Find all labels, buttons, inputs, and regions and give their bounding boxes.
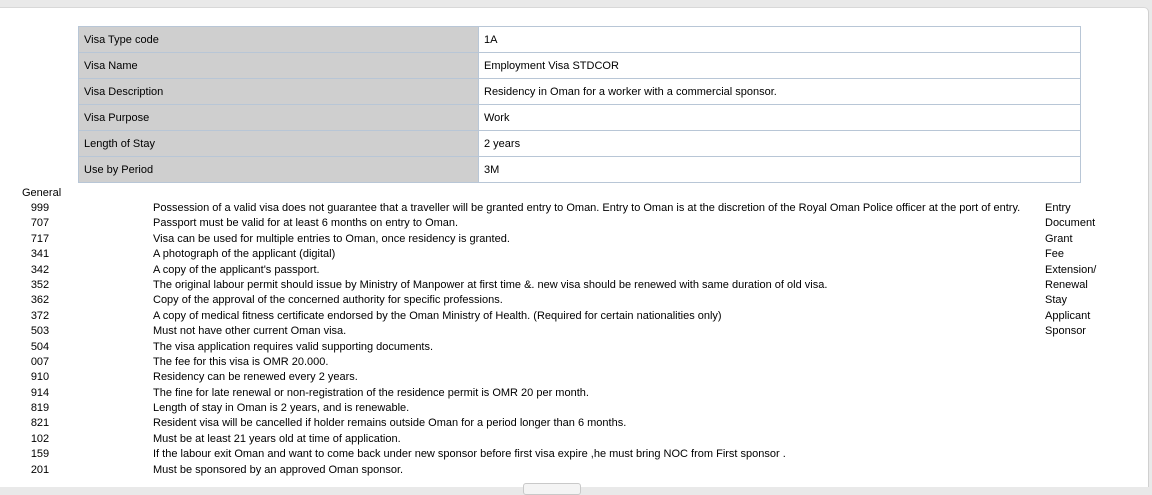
- rule-row: [0, 386, 1148, 401]
- rule-row: [0, 232, 1148, 247]
- rule-text: Resident visa will be cancelled if holder remains outside Oman for a period longer than 6 months.: [153, 417, 627, 430]
- rule-row: [0, 432, 1148, 447]
- rule-text: Passport must be valid for at least 6 months on entry to Oman.: [153, 217, 459, 230]
- rule-code: 914: [30, 386, 50, 399]
- rule-row: [0, 463, 1148, 478]
- visa-info-value: 2 years: [479, 131, 1081, 157]
- rule-code: 007: [30, 355, 50, 368]
- rule-row: [0, 340, 1148, 355]
- rules-list: [0, 201, 1148, 478]
- rule-text: The visa application requires valid supporting documents.: [153, 340, 434, 353]
- visa-info-label: Visa Purpose: [79, 105, 479, 131]
- rule-code: 503: [30, 325, 50, 338]
- visa-info-row: [79, 131, 1081, 157]
- rule-code: 821: [30, 417, 50, 430]
- general-section-label: General: [22, 187, 62, 199]
- rule-row: [0, 401, 1148, 416]
- rule-row: [0, 355, 1148, 370]
- visa-info-value: Residency in Oman for a worker with a commercial sponsor.: [479, 79, 1081, 105]
- rule-text: Possession of a valid visa does not guarantee that a traveller will be granted entry to Oman. Entry to Oman is at the discretion of the Royal Oman Police officer at the port of entry.: [153, 202, 1021, 214]
- rule-category: Sponsor: [1045, 325, 1086, 338]
- rule-row: [0, 247, 1148, 262]
- rule-text: Residency can be renewed every 2 years.: [153, 371, 358, 384]
- rule-row: [0, 278, 1148, 293]
- rule-row: [0, 416, 1148, 431]
- rule-row: [0, 309, 1148, 324]
- visa-info-value: 1A: [479, 27, 1081, 53]
- rule-text: A photograph of the applicant (digital): [153, 248, 336, 261]
- bottom-button[interactable]: [523, 483, 581, 495]
- rule-text: If the labour exit Oman and want to come back under new sponsor before first visa expire ,he must bring NOC from First sponsor .: [153, 448, 786, 461]
- rule-code: 352: [30, 278, 50, 291]
- rule-text: Visa can be used for multiple entries to Oman, once residency is granted.: [153, 232, 510, 245]
- visa-info-row: [79, 27, 1081, 53]
- rule-category: Fee: [1045, 248, 1064, 261]
- visa-info-row: [79, 157, 1081, 183]
- visa-info-value: Work: [479, 105, 1081, 131]
- rule-text: The fine for late renewal or non-registration of the residence permit is OMR 20 per month.: [153, 386, 589, 399]
- rule-category: Stay: [1045, 294, 1068, 307]
- rule-row: [0, 201, 1148, 216]
- rule-text: Must be sponsored by an approved Oman sponsor.: [153, 463, 404, 476]
- rule-category: Document: [1045, 217, 1096, 230]
- rule-code: 504: [30, 340, 50, 353]
- rule-code: 707: [30, 217, 50, 230]
- visa-info-label: Visa Description: [79, 79, 479, 105]
- rule-code: 102: [30, 432, 50, 445]
- rule-row: [0, 293, 1148, 308]
- rule-row: [0, 216, 1148, 231]
- rule-row: [0, 324, 1148, 339]
- rule-category: Applicant: [1045, 309, 1091, 322]
- visa-info-table: [78, 26, 1081, 183]
- rule-text: A copy of the applicant's passport.: [153, 263, 320, 276]
- rule-text: The original labour permit should issue by Ministry of Manpower at first time &. new visa should be renewed with same duration of old visa.: [153, 278, 828, 291]
- rule-text: The fee for this visa is OMR 20.000.: [153, 355, 329, 368]
- rule-code: 342: [30, 263, 50, 276]
- visa-info-row: [79, 105, 1081, 131]
- rule-code: 341: [30, 248, 50, 261]
- rule-text: Must be at least 21 years old at time of application.: [153, 432, 401, 445]
- content-panel: [0, 7, 1149, 487]
- visa-info-label: Visa Type code: [79, 27, 479, 53]
- rule-text: A copy of medical fitness certificate endorsed by the Oman Ministry of Health. (Required for certain nationalities only): [153, 309, 722, 322]
- rule-category: Renewal: [1045, 278, 1088, 291]
- rule-text: Copy of the approval of the concerned authority for specific professions.: [153, 294, 503, 307]
- rule-row: [0, 447, 1148, 462]
- rule-code: 201: [30, 463, 50, 476]
- rule-code: 159: [30, 448, 50, 461]
- visa-info-label: Visa Name: [79, 53, 479, 79]
- visa-info-row: [79, 79, 1081, 105]
- rule-code: 717: [30, 232, 50, 245]
- rule-code: 819: [30, 402, 50, 415]
- rule-text: Length of stay in Oman is 2 years, and is renewable.: [153, 402, 410, 415]
- rule-code: 372: [30, 309, 50, 322]
- visa-info-value: Employment Visa STDCOR: [479, 53, 1081, 79]
- rule-category: Grant: [1045, 232, 1073, 245]
- visa-info-row: [79, 53, 1081, 79]
- rule-code: 362: [30, 294, 50, 307]
- rule-row: [0, 370, 1148, 385]
- rule-category: Extension/: [1045, 263, 1097, 276]
- visa-info-label: Length of Stay: [79, 131, 479, 157]
- rule-row: [0, 263, 1148, 278]
- visa-info-label: Use by Period: [79, 157, 479, 183]
- rule-category: Entry: [1045, 202, 1071, 214]
- rule-text: Must not have other current Oman visa.: [153, 325, 347, 338]
- rule-code: 910: [30, 371, 50, 384]
- rule-code: 999: [30, 202, 50, 214]
- visa-info-value: 3M: [479, 157, 1081, 183]
